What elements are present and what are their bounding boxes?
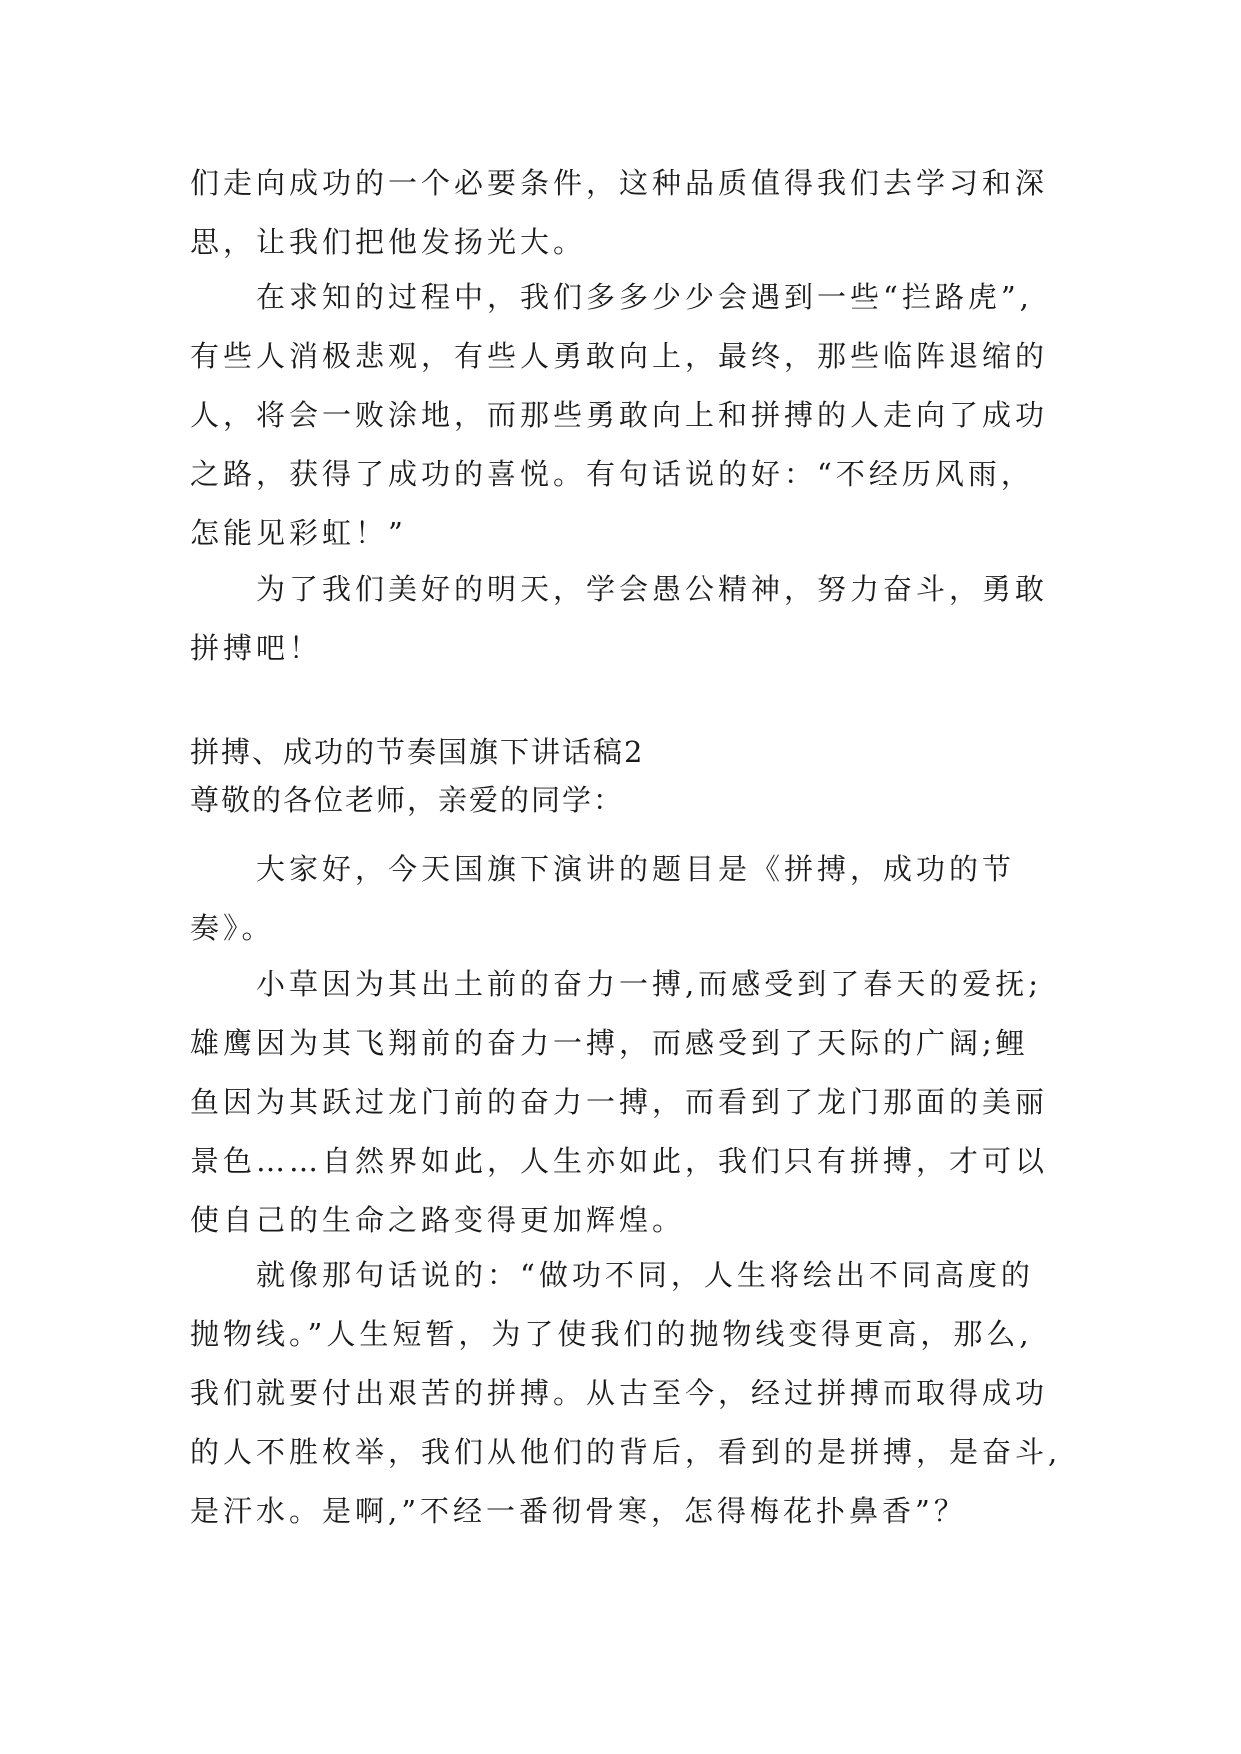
paragraph-line: 就像那句话说的：“做功不同，人生将绘出不同高度的 bbox=[256, 1258, 1034, 1292]
paragraph-line: 怎能见彩虹！” bbox=[190, 516, 407, 550]
paragraph-line: 之路，获得了成功的喜悦。有句话说的好：“不经历风雨， bbox=[190, 457, 1034, 491]
paragraph-line: 抛物线。”人生短暂，为了使我们的抛物线变得更高，那么, bbox=[190, 1317, 1033, 1351]
paragraph-line: 大家好，今天国旗下演讲的题目是《拼搏，成功的节 bbox=[256, 852, 1016, 886]
paragraph-line: 在求知的过程中，我们多多少少会遇到一些“拦路虎”, bbox=[256, 280, 1033, 314]
paragraph-4 bbox=[190, 840, 1060, 958]
paragraph-line: 小草因为其出土前的奋力一搏,而感受到了春天的爱抚; bbox=[256, 967, 1042, 1001]
paragraph-6 bbox=[190, 1246, 1060, 1541]
paragraph-line: 雄鹰因为其飞翔前的奋力一搏，而感受到了天际的广阔;鲤 bbox=[190, 1026, 1029, 1060]
paragraph-line: 拼搏吧！ bbox=[190, 631, 323, 665]
paragraph-line: 们走向成功的一个必要条件，这种品质值得我们去学习和深 bbox=[190, 166, 1049, 200]
salutation: 尊敬的各位老师，亲爱的同学： bbox=[190, 783, 625, 817]
paragraph-2 bbox=[190, 268, 1060, 563]
paragraph-line: 景色……自然界如此，人生亦如此，我们只有拼搏，才可以 bbox=[190, 1144, 1049, 1178]
paragraph-line: 鱼因为其跃过龙门前的奋力一搏，而看到了龙门那面的美丽 bbox=[190, 1085, 1049, 1119]
paragraph-line: 是汗水。是啊,”不经一番彻骨寒，怎得梅花扑鼻香”？ bbox=[190, 1494, 967, 1528]
paragraph-line: 我们就要付出艰苦的拼搏。从古至今，经过拼搏而取得成功 bbox=[190, 1376, 1049, 1410]
paragraph-line: 奏》。 bbox=[190, 911, 275, 945]
paragraph-5 bbox=[190, 955, 1060, 1250]
paragraph-line: 有些人消极悲观，有些人勇敢向上，最终，那些临阵退缩的 bbox=[190, 339, 1049, 373]
section-title: 拼搏、成功的节奏国旗下讲话稿2 bbox=[190, 735, 645, 769]
paragraph-line: 为了我们美好的明天，学会愚公精神，努力奋斗，勇敢 bbox=[256, 572, 1049, 606]
paragraph-line: 思，让我们把他发扬光大。 bbox=[190, 225, 587, 259]
paragraph-3 bbox=[190, 560, 1060, 678]
paragraph-1 bbox=[190, 154, 1060, 272]
paragraph-line: 人，将会一败涂地，而那些勇敢向上和拼搏的人走向了成功 bbox=[190, 398, 1049, 432]
paragraph-line: 的人不胜枚举，我们从他们的背后，看到的是拼搏，是奋斗, bbox=[190, 1435, 1062, 1469]
paragraph-line: 使自己的生命之路变得更加辉煌。 bbox=[190, 1203, 686, 1237]
